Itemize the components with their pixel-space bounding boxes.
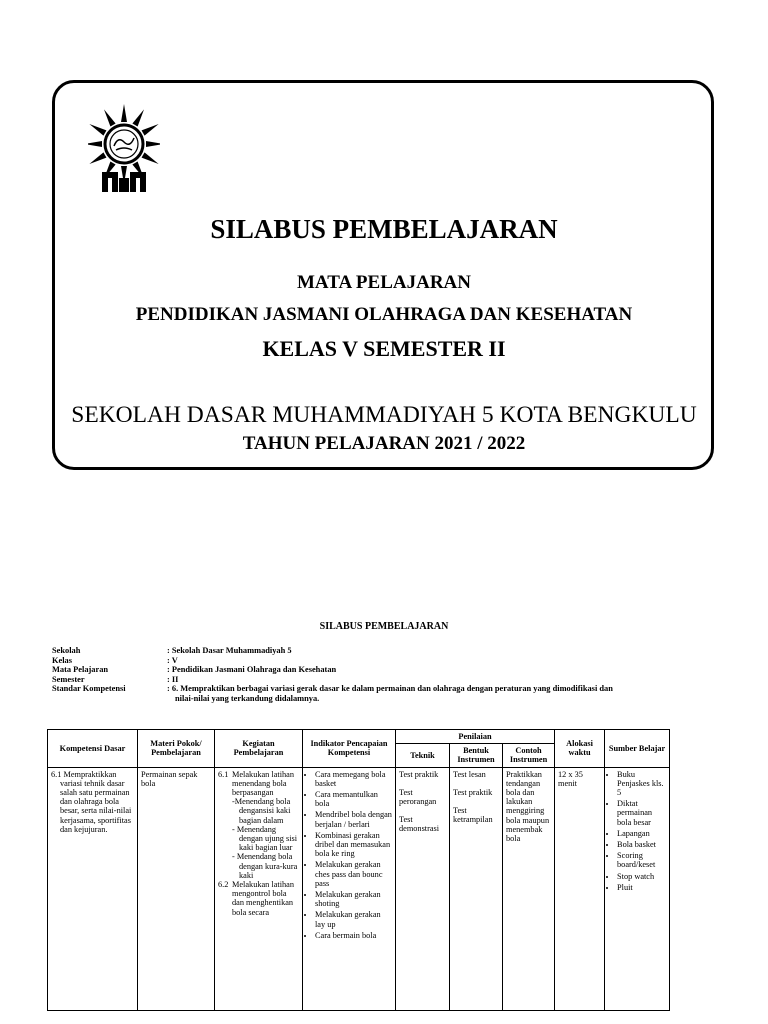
header-kompetensi-dasar: Kompetensi Dasar: [48, 730, 138, 768]
cell-indikator: [303, 767, 396, 1010]
kegiatan-subitem: -Menendang bola dengansisi kaki bagian dalam: [232, 797, 291, 825]
kegiatan-item: [218, 880, 299, 917]
list-item: • Cara memantulkan bola: [315, 790, 392, 808]
list-item: • Pluit: [617, 883, 666, 892]
list-item: • Mendribel bola dengan berjalan / berlari: [315, 810, 392, 828]
kegiatan-text: Melakukan latihan menendang bola berpasangan: [232, 769, 294, 798]
list-item: • Melakukan gerakan ches pass dan bounc pass: [315, 860, 392, 888]
cover-school: SEKOLAH DASAR MUHAMMADIYAH 5 KOTA BENGKULU: [71, 402, 697, 428]
cover-title: SILABUS PEMBELAJARAN: [210, 214, 558, 244]
header-contoh-instrumen: Contoh Instrumen: [503, 744, 555, 767]
header-indikator: Indikator Pencapaian Kompetensi: [303, 730, 396, 768]
kegiatan-subitem: - Menendang dengan ujung sisi kaki bagian luar: [232, 824, 298, 853]
meta-value: : Pendidikan Jasmani Olahraga dan Kesehatan: [167, 665, 337, 674]
kegiatan-subitem: - Menendang bola dengan kura-kura kaki: [232, 852, 298, 880]
meta-row-standar-kompetensi: [52, 684, 692, 703]
list-item: • Lapangan: [617, 829, 666, 838]
teknik-item: Test demonstrasi: [399, 815, 440, 834]
metadata-block: [52, 646, 692, 703]
cell-alokasi: 12 x 35 menit: [555, 767, 605, 1010]
kegiatan-item: [218, 770, 299, 798]
indikator-list: [306, 770, 392, 940]
cell-bentuk: [450, 767, 503, 1010]
bentuk-item: Test lesan: [453, 769, 486, 779]
list-item: • Cara memegang bola basket: [315, 770, 392, 788]
header-alokasi-waktu: Alokasi waktu: [555, 730, 605, 768]
cover-class: KELAS V SEMESTER II: [262, 336, 506, 361]
header-kegiatan: Kegiatan Pembelajaran: [215, 730, 303, 768]
header-sumber-belajar: Sumber Belajar: [605, 730, 670, 768]
cell-kompetensi-dasar: [48, 767, 138, 1010]
meta-label: Mata Pelajaran: [52, 665, 109, 674]
meta-value: : V: [167, 655, 178, 665]
meta-label: Standar Kompetensi: [52, 684, 126, 693]
cover-subject: PENDIDIKAN JASMANI OLAHRAGA DAN KESEHATAN: [135, 304, 633, 325]
list-item: • Stop watch: [617, 872, 666, 881]
kegiatan-subitems: [218, 797, 299, 880]
list-item: • Kombinasi gerakan dribel dan memasukan bola ke ring: [315, 831, 392, 859]
meta-row-sekolah: [52, 646, 692, 656]
meta-value-continuation: nilai-nilai yang terkandung didalamnya.: [175, 693, 320, 703]
meta-value: : Sekolah Dasar Muhammadiyah 5: [167, 646, 292, 655]
meta-label: Kelas: [52, 655, 73, 665]
meta-row-mata-pelajaran: [52, 665, 692, 675]
header-bentuk-instrumen: Bentuk Instrumen: [450, 744, 503, 767]
bentuk-item: Test praktik: [453, 787, 493, 797]
meta-value: : 6. Mempraktikan berbagai variasi gerak dasar ke dalam permainan dan olahraga dengan peraturan yang dimodifikasi dan: [167, 684, 613, 693]
cell-sumber: [605, 767, 670, 1010]
kegiatan-text: Melakukan latihan mengontrol bola dan menghentikan bola secara: [232, 880, 294, 917]
kd-text: 6.1 Mempraktikkan variasi tehnik dasar salah satu permainan dan olahraga bola besar, serta nilai-nilai kerjasama, sportifitas dan kejujuran.: [51, 769, 132, 834]
meta-row-semester: [52, 675, 692, 685]
header-materi-pokok: Materi Pokok/ Pembelajaran: [138, 730, 215, 768]
header-teknik: Teknik: [396, 744, 450, 767]
meta-value: : II: [167, 674, 179, 684]
meta-value-group: [167, 684, 692, 703]
list-item: • Cara bermain bola: [315, 931, 392, 940]
list-item: • Melakukan gerakan shoting: [315, 890, 392, 908]
table-row: [48, 767, 670, 1010]
cell-teknik: [396, 767, 450, 1010]
cell-kegiatan: [215, 767, 303, 1010]
kegiatan-number: 6.1: [218, 769, 229, 779]
document-title: SILABUS PEMBELAJARAN: [319, 621, 449, 632]
sumber-list: [608, 770, 666, 892]
meta-label: Semester: [52, 674, 85, 684]
teknik-item: Test praktik: [399, 769, 439, 779]
meta-row-kelas: [52, 656, 692, 666]
list-item: • Buku Penjaskes kls. 5: [617, 770, 666, 798]
cover-subject-label: MATA PELAJARAN: [297, 272, 471, 293]
teknik-item: Test perorangan: [399, 787, 437, 807]
kegiatan-number: 6.2: [218, 880, 229, 890]
header-penilaian: Penilaian: [396, 730, 555, 744]
cell-materi: Permainan sepak bola: [138, 767, 215, 1010]
list-item: • Diktat permainan bola besar: [617, 799, 666, 827]
list-item: • Scoring board/keset: [617, 851, 666, 869]
list-item: • Bola basket: [617, 840, 666, 849]
meta-label: Sekolah: [52, 646, 81, 655]
cell-contoh: Praktikkan tendangan bola dan lakukan menggiring bola maupun menembak bola: [503, 767, 555, 1010]
cover-year: TAHUN PELAJARAN 2021 / 2022: [242, 433, 526, 454]
syllabus-table: [47, 729, 670, 1011]
bentuk-item: Test ketrampilan: [453, 806, 493, 825]
muhammadiyah-logo-icon: [88, 100, 160, 198]
list-item: • Melakukan gerakan lay up: [315, 910, 392, 928]
